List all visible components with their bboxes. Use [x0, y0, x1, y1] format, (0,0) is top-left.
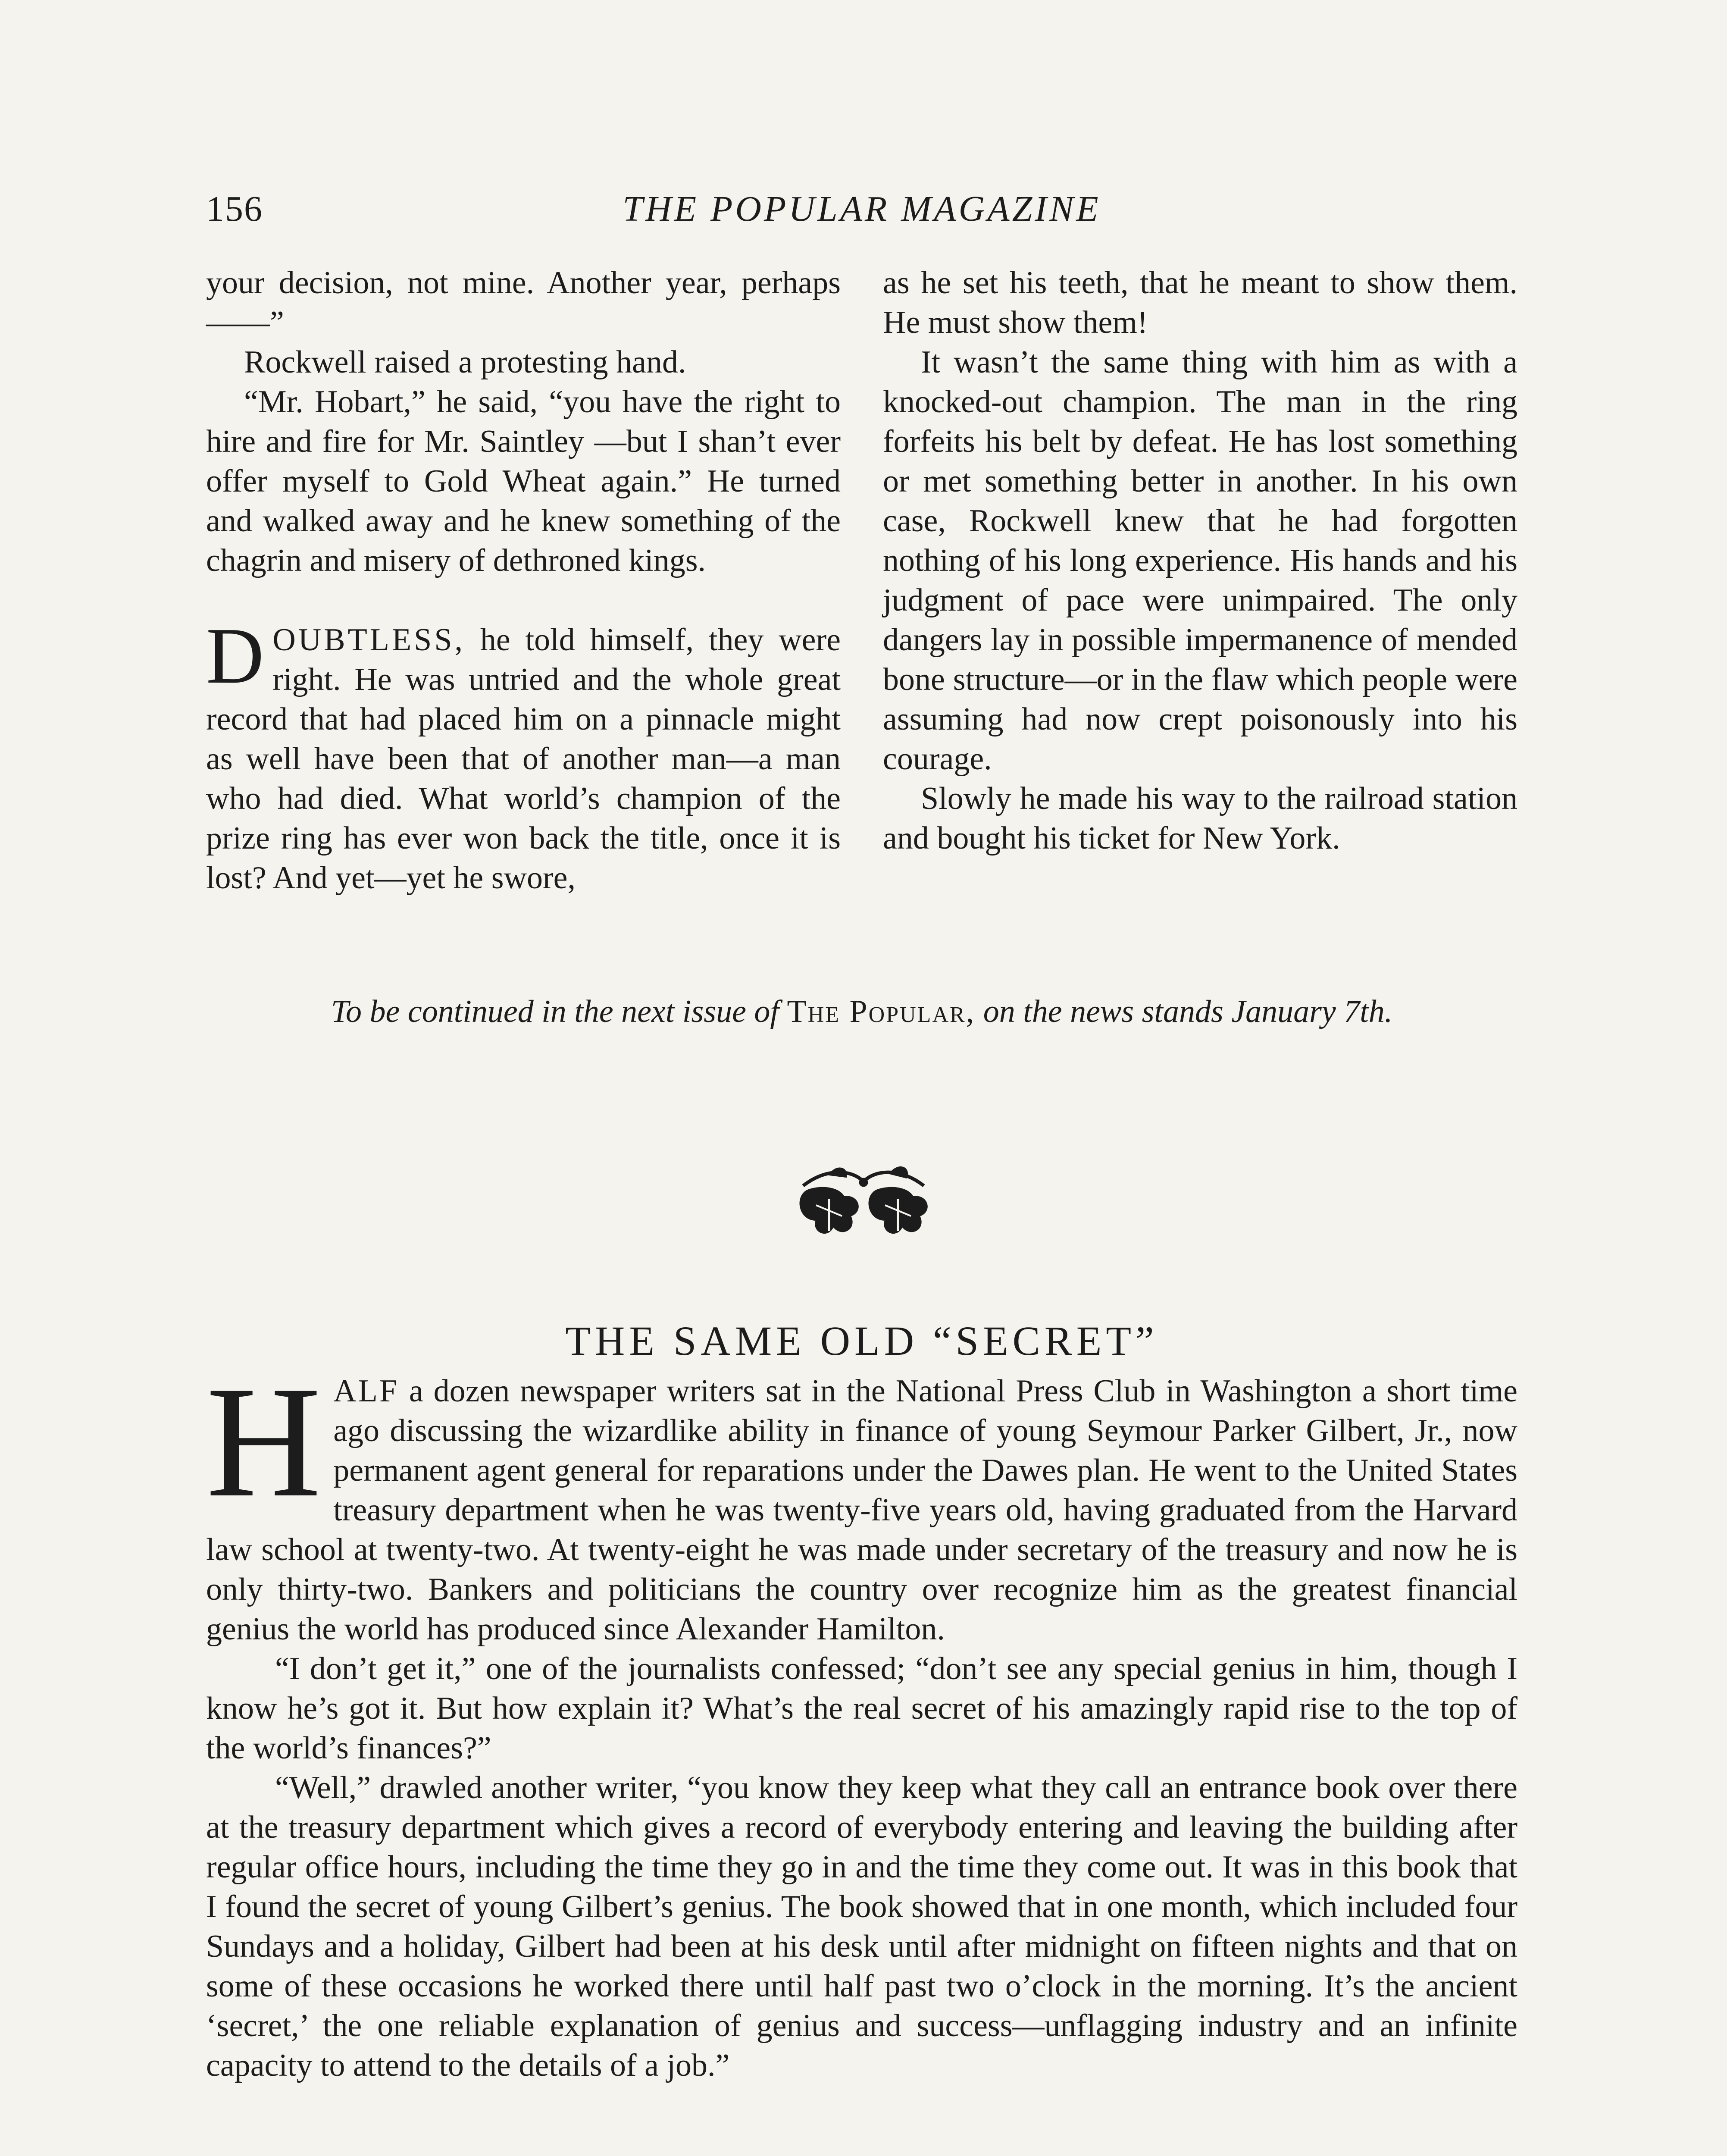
paragraph: “Mr. Hobart,” he said, “you have the right to hire and fire for Mr. Saintley —but I shan’t ever offer myself to Gold Wheat again.” He turned and walked away and he knew something of the chagrin and misery of dethroned kings. [206, 384, 841, 578]
continued-note [206, 992, 1517, 1031]
paragraph: as he set his teeth, that he meant to show them. He must show them! [883, 265, 1517, 340]
paragraph: Rockwell raised a protesting hand. [244, 345, 686, 380]
page-number: 156 [206, 189, 263, 229]
floral-ornament-icon [777, 1156, 950, 1242]
article-body [206, 1354, 1517, 2085]
article-title: THE SAME OLD “SECRET” [565, 1318, 1158, 1364]
left-column [206, 263, 841, 898]
paragraph: “Well,” drawled another writer, “you know they keep what they call an entrance book over there at the treasury department which gives a record of everybody entering and leaving the building after regular office hours, including the time they go in and the time they come out. It was in this book that I found the secret of young Gilbert’s genius. The book showed that in one month, which included four Sundays and a holiday, Gilbert had been at his desk until after midnight on fifteen nights and that on some of these occasions he worked there until half past two o’clock in the morning. It’s the ancient ‘secret,’ the one reliable explanation of genius and success—unflagging industry and an infinite capacity to attend to the details of a job.” [206, 1770, 1517, 2083]
right-column [883, 263, 1517, 858]
paragraph-text: he told himself, they were right. He was untried and the whole great record that had placed him on a pinnacle might as well have been that of another man—a man who had died. What world’s champion of the prize ring has ever won back the title, once it is lost? And yet—yet he swore, [206, 622, 841, 896]
continued-magazine-name: The Popular, [787, 994, 976, 1029]
paragraph [206, 1354, 1517, 1649]
drop-cap: D [206, 611, 264, 700]
paragraph: Slowly he made his way to the railroad station and bought his ticket for New York. [883, 781, 1517, 856]
continued-text-after: on the news stands January 7th. [975, 994, 1393, 1029]
paragraph: It wasn’t the same thing with him as with a knocked-out champion. The man in the ring forfeits his belt by defeat. He has lost something or met something better in another. In his own case, Rockwell knew that he had forgotten nothing of his long experience. His hands and his judgment of pace were unimpaired. The only dangers lay in possible impermanence of mended bone structure—or in the flaw which people were assuming had now crept poisonously into his courage. [883, 345, 1517, 777]
running-head [206, 185, 1517, 233]
section-paragraph [206, 611, 841, 898]
drop-cap: H [206, 1354, 322, 1530]
lead-word: ALF [333, 1373, 399, 1409]
paragraph-text: a dozen newspaper writers sat in the National Press Club in Washington a short time ago discussing the wizardlike ability in finance of young Seymour Parker Gilbert, Jr., now permanent agent general for reparations under the Dawes plan. He went to the United States treasury department when he was twenty-five years old, having graduated from the Harvard law school at twenty-two. At twenty-eight he was made under secretary of the treasury and now he is only thirty-two. Bankers and politicians the country over recognize him as the greatest financial genius the world has produced since Alexander Hamilton. [206, 1373, 1517, 1647]
lead-word: OUBTLESS, [272, 622, 465, 658]
paragraph: your decision, not mine. Another year, perhaps——” [206, 265, 841, 340]
paragraph: “I don’t get it,” one of the journalists confessed; “don’t see any special genius in him, though I know he’s got it. But how explain it? What’s the real secret of his amazingly rapid rise to the top of the world’s finances?” [206, 1651, 1517, 1766]
magazine-title: THE POPULAR MAGAZINE [623, 189, 1101, 229]
continued-text-before: To be continued in the next issue of [331, 994, 787, 1029]
